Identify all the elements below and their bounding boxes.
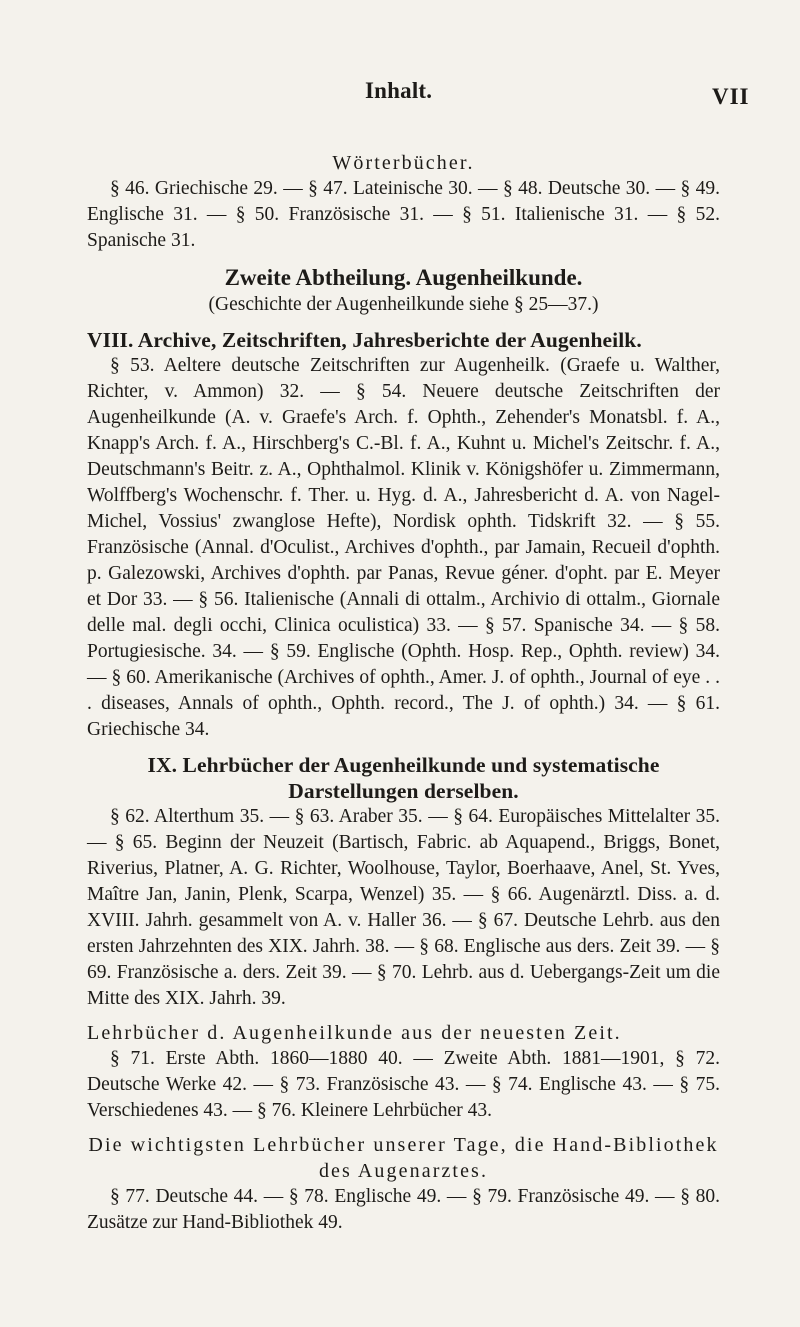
table-of-contents [87,150,720,1236]
page-number: VII [712,84,750,109]
running-head [0,76,800,116]
chapter-text-viii: § 53. Aeltere deutsche Zeitschriften zur Augenheilk. (Graefe u. Walther, Richter, v. Ammon) 32. — § 54. Neuere deutsche Zeitschriften der Augenheilkunde (A. v. Graefe's Arch. f. Ophth., Zehender's Monatsbl. f. A., Knapp's Arch. f. A., Hirschberg's C.-Bl. f. A., Kuhnt u. Michel's Zeitschr. f. A., Deutschmann's Beitr. z. A., Ophthalmol. Klinik v. Königshöfer u. Zimmermann, Wolffberg's Wochenschr. f. Ther. u. Hyg. d. A., Jahresbericht d. A. von Nagel-Michel, Vossius' zwanglose Hefte), Nordisk ophth. Tidskrift 32. — § 55. Französische (Annal. d'Oculist., Archives d'ophth., par Jamain, Recueil d'ophth. p. Galezowski, Archives d'ophth. par Panas, Revue géner. d'opht. par E. Meyer et Dor 33. — § 56. Italienische (Annali di ottalm., Archivio di ottalm., Giornale delle mal. degli occhi, Clinica oculistica) 33. — § 57. Spanische 34. — § 58. Portugiesische. 34. — § 59. Englische (Ophth. Hosp. Rep., Ophth. review) 34. — § 60. Amerikanische (Archives of ophth., Amer. J. of ophth., Journal of eye . . . diseases, Annals of ophth., Ophth. record., The J. of ophth.) 34. — § 61. Griechische 34. [87,355,720,740]
section-text-handbibliothek: § 77. Deutsche 44. — § 78. Englische 49. — § 79. Französische 49. — § 80. Zusätze zur Hand-Bibliothek 49. [87,1186,720,1233]
part-note: (Geschichte der Augenheilkunde siehe § 25—37.) [208,294,599,315]
chapter-heading-ix: IX. Lehrbücher der Augenheilkunde und systematische Darstellungen derselben. [147,753,660,803]
section-text-neueste: § 71. Erste Abth. 1860—1880 40. — Zweite Abth. 1881—1901, § 72. Deutsche Werke 42. — § 73. Französische 43. — § 74. Englische 43. — § 75. Verschiedenes 43. — § 76. Kleinere Lehrbücher 43. [87,1048,720,1121]
section-text-woerterbuecher: § 46. Griechische 29. — § 47. Lateinische 30. — § 48. Deutsche 30. — § 49. Englische 31. — § 50. Französische 31. — § 51. Italienische 31. — § 52. Spanische 31. [87,178,720,251]
part-title: Zweite Abtheilung. Augenheilkunde. [224,265,583,290]
chapter-text-ix: § 62. Alterthum 35. — § 63. Araber 35. — § 64. Europäisches Mittelalter 35. — § 65. Beginn der Neuzeit (Bartisch, Fabric. ab Aquapend., Briggs, Bonet, Riverius, Platner, A. G. Richter, Woolhouse, Taylor, Boerhaave, Anel, St. Yves, Maître Jan, Janin, Plenk, Scarpa, Wenzel) 35. — § 66. Augenärztl. Diss. a. d. XVIII. Jahrh. gesammelt von A. v. Haller 36. — § 67. Deutsche Lehrb. aus den ersten Jahrzehnten des XIX. Jahrh. 38. — § 68. Englische aus ders. Zeit 39. — § 69. Französische a. ders. Zeit 39. — § 70. Lehrb. aus d. Uebergangs-Zeit um die Mitte des XIX. Jahrh. 39. [87,806,720,1009]
section-title-neueste: Lehrbücher d. Augenheilkunde aus der neuesten Zeit. [87,1022,622,1044]
section-title-woerterbuecher: Wörterbücher. [332,152,475,174]
chapter-heading-viii: VIII. Archive, Zeitschriften, Jahresberichte der Augenheilk. [87,328,642,352]
section-title-handbibliothek: Die wichtigsten Lehrbücher unserer Tage, die Hand-Bibliothek des Augenarztes. [88,1134,719,1182]
running-title: Inhalt. [365,78,433,103]
